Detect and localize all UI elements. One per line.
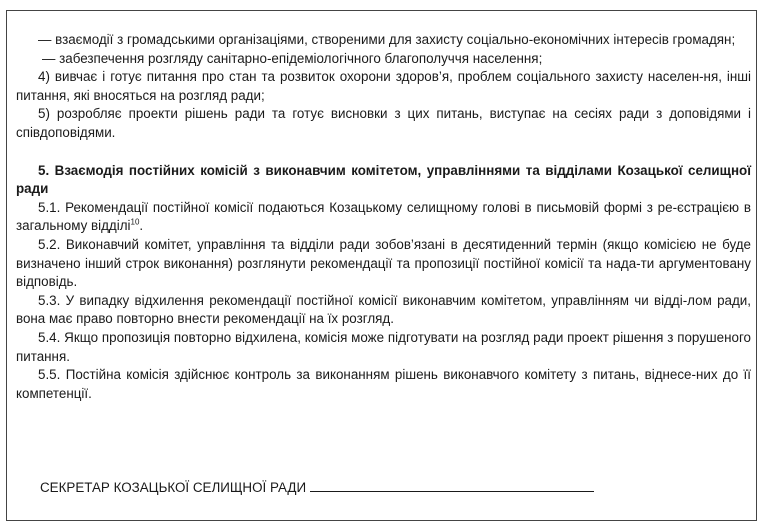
section-heading: 5. Взаємодія постійних комісій з виконавчим комітетом, управліннями та відділами Козацької селищної ради xyxy=(16,162,751,197)
footnote-marker: 10 xyxy=(130,217,140,227)
signature-line xyxy=(310,479,594,492)
paragraph-5-4: 5.4. Якщо пропозиція повторно відхилена, комісія може підготувати на розгляд ради проект рішення з порушеного питання. xyxy=(16,329,751,364)
paragraph-5-1-text: 5.1. Рекомендації постійної комісії подаються Козацькому селищному голові в письмовій формі з ре-єстрацією в загальному відділі xyxy=(16,199,751,234)
paragraph-5-2: 5.2. Виконавчий комітет, управління та відділи ради зобов’язані в десятиденний термін (якщо комісією не буде визначено інший строк виконання) розглянути рекомендації та пропозиції постійної комісії та нада-ти аргументовану відповідь. xyxy=(16,236,751,290)
paragraph-5-3: 5.3. У випадку відхилення рекомендації постійної комісії виконавчим комітетом, управлінням чи відді-лом ради, вона має право повторно внести рекомендації на їх розгляд. xyxy=(16,292,751,327)
paragraph-dash-2: — забезпечення розгляду санітарно-епідеміологічного благополуччя населення; xyxy=(42,50,543,66)
document-body xyxy=(16,31,751,403)
signature-label: СЕКРЕТАР КОЗАЦЬКОЇ СЕЛИЩНОЇ РАДИ xyxy=(40,480,307,495)
paragraph-5-1 xyxy=(16,199,751,236)
paragraph-dash-1: — взаємодії з громадськими організаціями, створеними для захисту соціально-економічних інтересів громадян; xyxy=(38,32,736,47)
paragraph-5-5: 5.5. Постійна комісія здійснює контроль за виконанням рішень виконавчого комітету з питань, віднесе-них до її компетенції. xyxy=(16,367,751,401)
paragraph-item-4: 4) вивчає і готує питання про стан та розвиток охорони здоров’я, проблем соціального захисту населен-ня, інші питання, які вносяться на розгляд ради; xyxy=(16,69,751,103)
paragraph-item-5: 5) розробляє проекти рішень ради та готує висновки з цих питань, виступає на сесіях ради з доповідями і співдоповідями. xyxy=(16,106,751,140)
paragraph-5-1-end: . xyxy=(139,218,144,234)
document-frame xyxy=(6,10,757,521)
signature-block xyxy=(40,479,594,497)
